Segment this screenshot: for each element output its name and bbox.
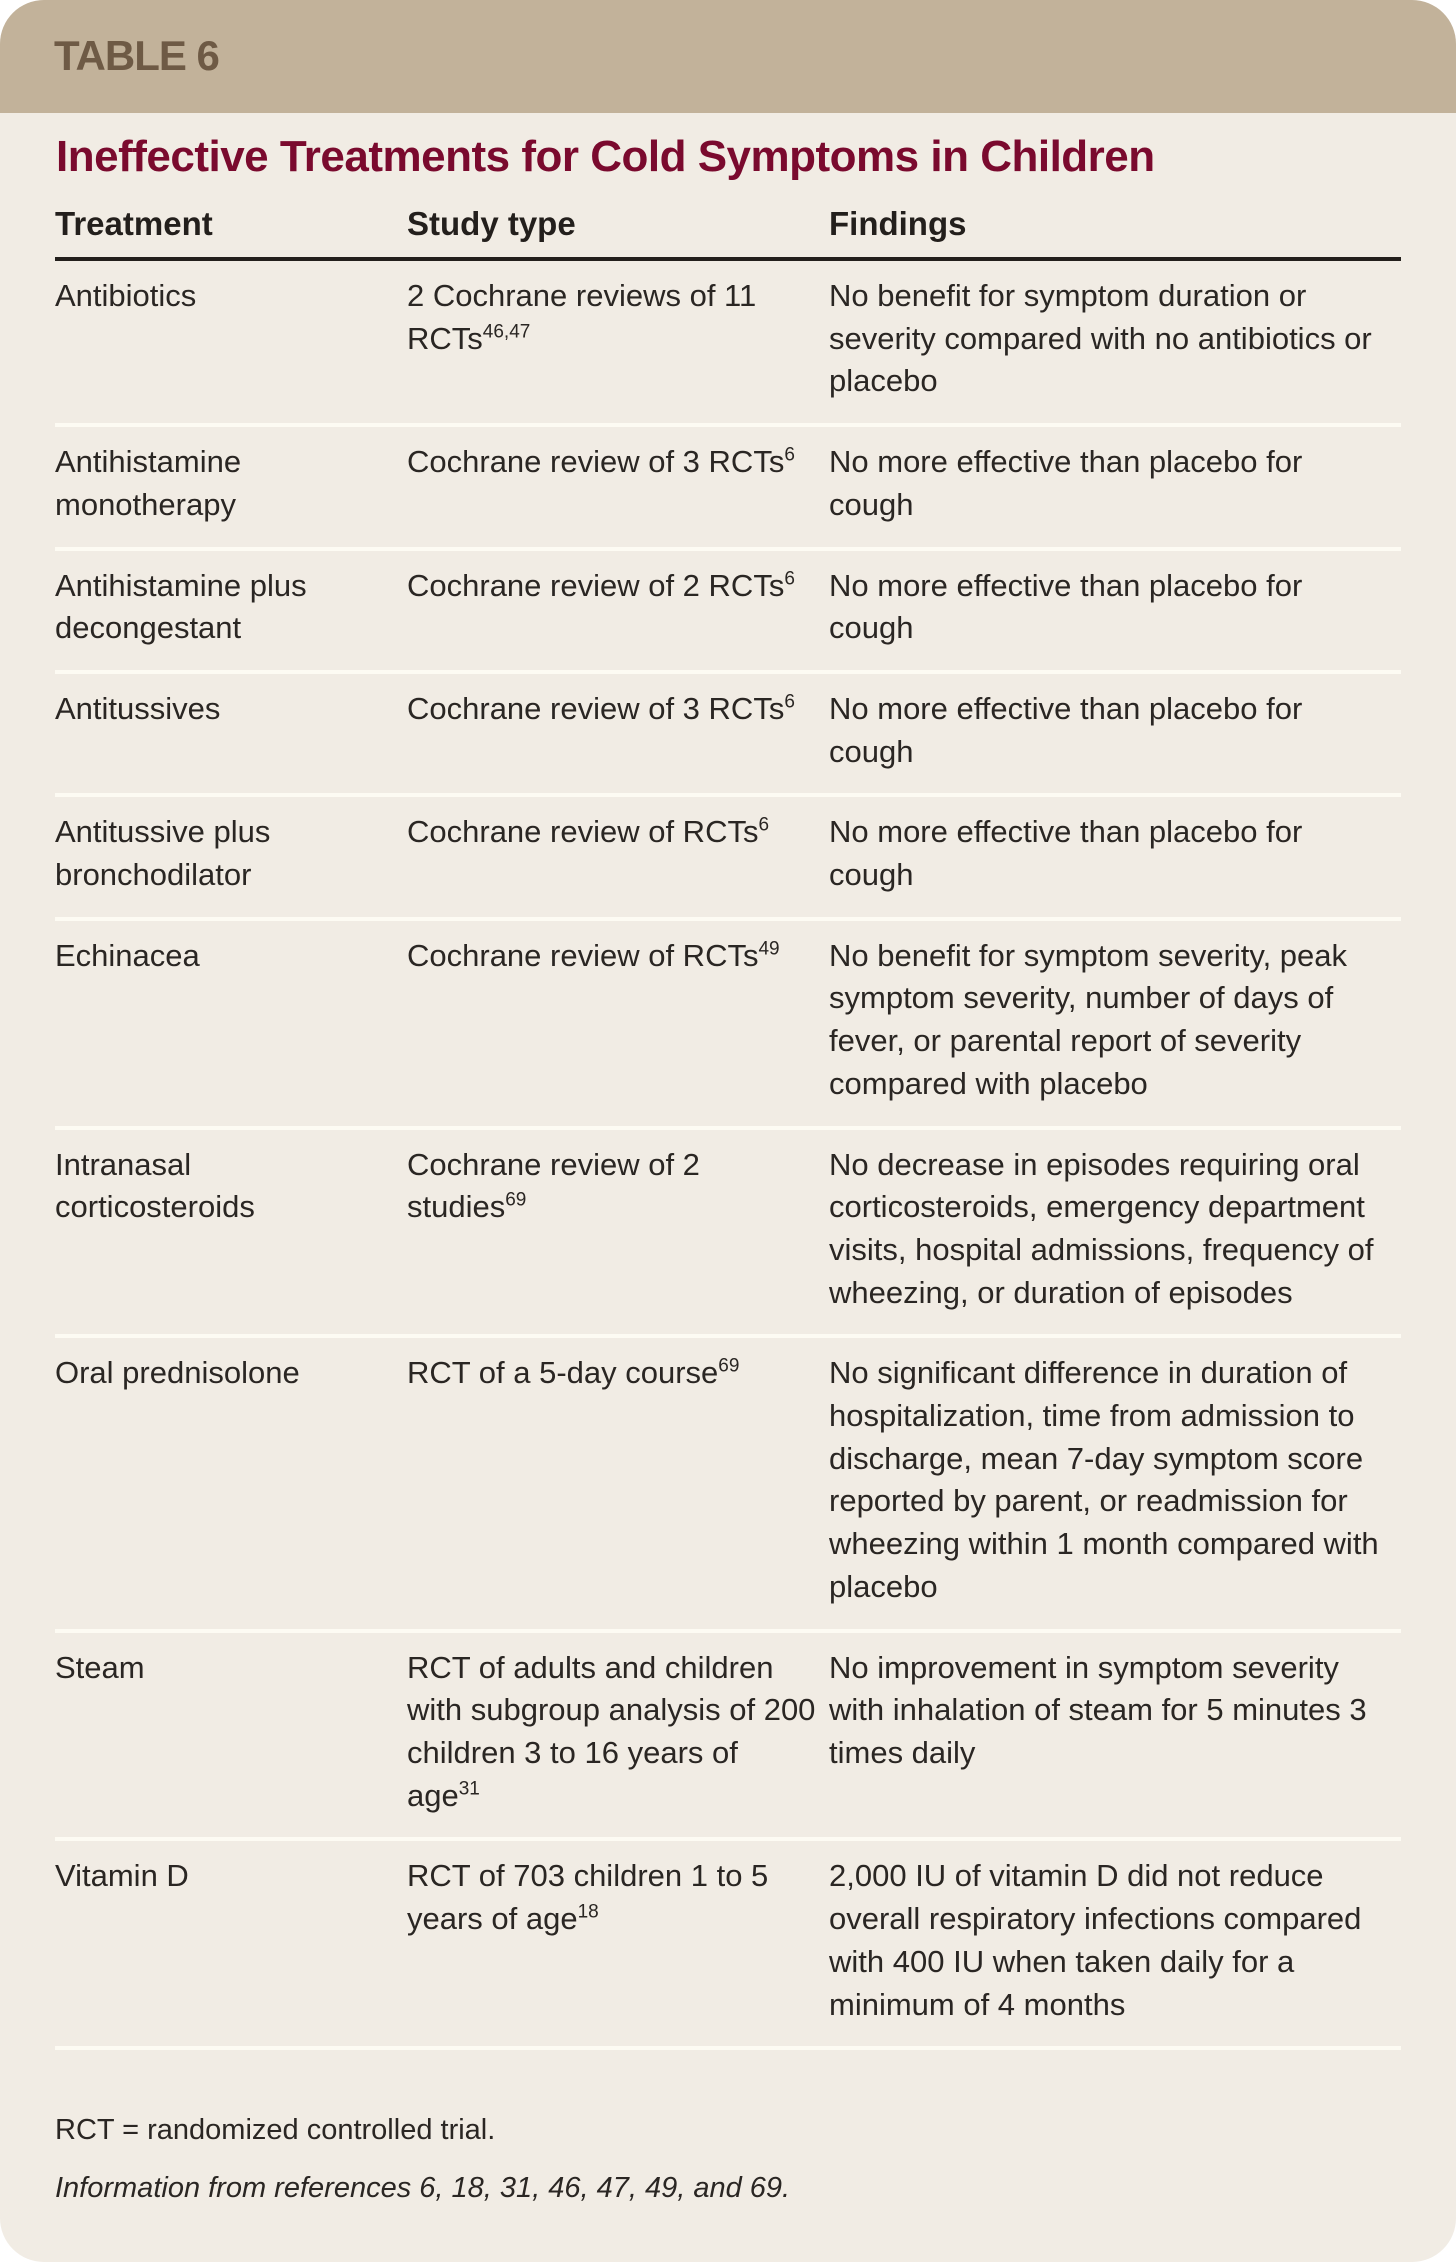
table-row	[55, 1336, 1401, 1630]
treatment-cell: Antitussive plus bronchodilator	[55, 795, 407, 918]
table-row	[55, 259, 1401, 425]
findings-cell: No improvement in symptom severity with inhalation of steam for 5 minutes 3 times daily	[829, 1631, 1401, 1840]
findings-cell: No decrease in episodes requiring oral corticosteroids, emergency department visits, hospital admissions, frequency of wheezing, or duration of episodes	[829, 1128, 1401, 1337]
study-type-text: RCT of adults and children with subgroup analysis of 200 children 3 to 16 years of age	[407, 1649, 816, 1813]
study-type-text: Cochrane review of 3 RCTs	[407, 690, 785, 726]
table-row	[55, 1839, 1401, 2048]
table-row	[55, 549, 1401, 672]
treatment-cell: Steam	[55, 1631, 407, 1840]
treatment-cell: Echinacea	[55, 919, 407, 1128]
treatment-cell: Oral prednisolone	[55, 1336, 407, 1630]
source-footnote: Information from references 6, 18, 31, 46, 47, 49, and 69.	[55, 2172, 791, 2204]
study-type-cell	[407, 1128, 829, 1337]
table-header-bar	[0, 0, 1456, 113]
study-type-cell	[407, 1839, 829, 2048]
findings-cell: No more effective than placebo for cough	[829, 672, 1401, 795]
treatment-cell: Vitamin D	[55, 1839, 407, 2048]
findings-cell: No more effective than placebo for cough	[829, 795, 1401, 918]
study-type-cell	[407, 425, 829, 548]
findings-cell: No more effective than placebo for cough	[829, 549, 1401, 672]
reference-superscript: 6	[784, 444, 795, 466]
findings-cell: No benefit for symptom severity, peak symptom severity, number of days of fever, or parental report of severity compared with placebo	[829, 919, 1401, 1128]
findings-cell: 2,000 IU of vitamin D did not reduce overall respiratory infections compared with 400 IU when taken daily for a minimum of 4 months	[829, 1839, 1401, 2048]
table-row	[55, 425, 1401, 548]
reference-superscript: 6	[784, 568, 795, 590]
findings-cell: No significant difference in duration of hospitalization, time from admission to discharge, mean 7-day symptom score reported by parent, or readmission for wheezing within 1 month compared with placebo	[829, 1336, 1401, 1630]
study-type-cell	[407, 1336, 829, 1630]
header-row	[55, 205, 1401, 259]
reference-superscript: 31	[458, 1778, 480, 1800]
reference-superscript: 6	[758, 815, 770, 836]
study-type-text: RCT of 703 children 1 to 5 years of age	[407, 1858, 769, 1937]
treatment-cell: Antihistamine monotherapy	[55, 425, 407, 548]
study-type-text: 2 Cochrane reviews of 11 RCTs	[407, 278, 757, 356]
column-header-study-type: Study type	[407, 205, 829, 259]
column-header-findings: Findings	[829, 205, 1401, 259]
treatment-cell: Antibiotics	[55, 259, 407, 425]
table-row	[55, 1631, 1401, 1840]
findings-cell: No more effective than placebo for cough	[829, 425, 1401, 548]
column-header-treatment: Treatment	[55, 205, 407, 259]
findings-cell: No benefit for symptom duration or severity compared with no antibiotics or placebo	[829, 259, 1401, 425]
reference-superscript: 6	[784, 691, 795, 713]
reference-superscript: 69	[718, 1356, 740, 1378]
study-type-text: RCT of a 5-day course	[407, 1355, 719, 1391]
study-type-text: Cochrane review of RCTs	[407, 937, 759, 973]
table-row	[55, 795, 1401, 918]
study-type-cell	[407, 672, 829, 795]
study-type-text: Cochrane review of 2 studies	[407, 1146, 700, 1225]
reference-superscript: 49	[758, 938, 780, 960]
treatment-cell: Antihistamine plus decongestant	[55, 549, 407, 672]
reference-superscript: 46,47	[482, 321, 531, 343]
study-type-text: Cochrane review of 3 RCTs	[407, 444, 785, 480]
study-type-cell	[407, 259, 829, 425]
study-type-text: Cochrane review of RCTs	[407, 814, 759, 850]
treatment-cell: Intranasal corticosteroids	[55, 1128, 407, 1337]
treatments-table	[55, 205, 1401, 2050]
table-title: Ineffective Treatments for Cold Symptoms in Children	[56, 132, 1155, 181]
abbreviation-footnote: RCT = randomized controlled trial.	[55, 2114, 496, 2146]
study-type-text: Cochrane review of 2 RCTs	[407, 567, 785, 603]
treatment-cell: Antitussives	[55, 672, 407, 795]
table-row	[55, 1128, 1401, 1337]
study-type-cell	[407, 1631, 829, 1840]
reference-superscript: 69	[505, 1189, 527, 1211]
table-row	[55, 672, 1401, 795]
study-type-cell	[407, 919, 829, 1128]
study-type-cell	[407, 549, 829, 672]
table-row	[55, 919, 1401, 1128]
reference-superscript: 18	[577, 1901, 599, 1923]
study-type-cell	[407, 795, 829, 918]
table-label: TABLE 6	[54, 32, 219, 79]
